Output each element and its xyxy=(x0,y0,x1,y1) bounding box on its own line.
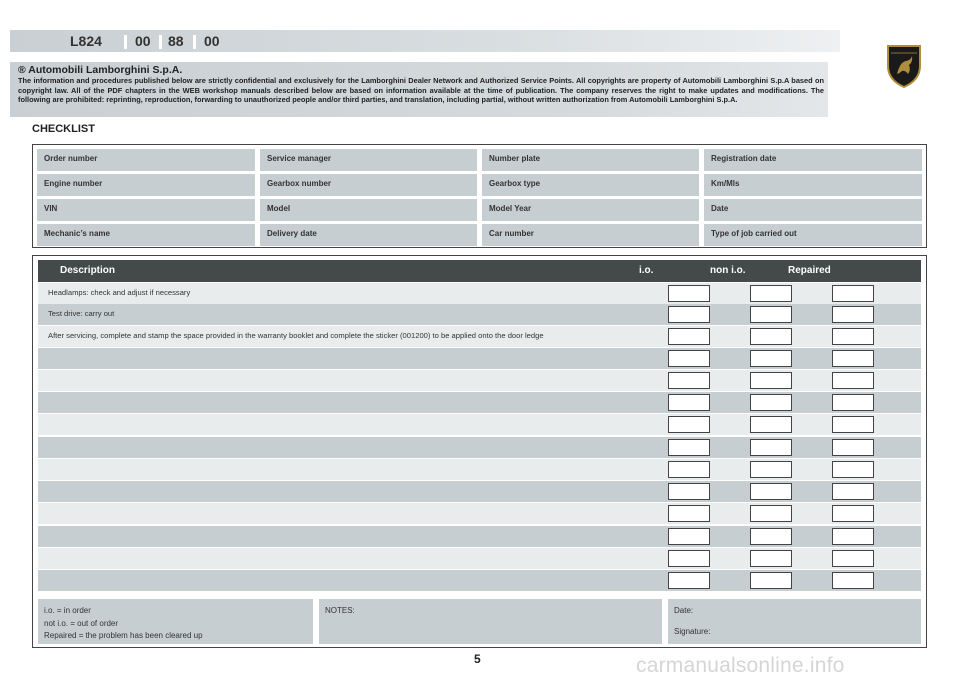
doc-code-page: 00 xyxy=(204,33,220,49)
field-date[interactable]: Date xyxy=(704,199,922,221)
checklist-table xyxy=(32,255,927,648)
field-vin[interactable]: VIN xyxy=(37,199,255,221)
checkbox-non-io[interactable] xyxy=(750,461,792,478)
field-order-number[interactable]: Order number xyxy=(37,149,255,171)
checkbox-io[interactable] xyxy=(668,394,710,411)
document-code-bar xyxy=(10,30,840,52)
checklist-row xyxy=(38,370,921,391)
checklist-row xyxy=(38,459,921,480)
checkbox-io[interactable] xyxy=(668,572,710,589)
checklist-item-text: Test drive: carry out xyxy=(48,309,115,318)
copyright-text: The information and procedures published below are strictly confidential and exclusively for the Lamborghini Dealer Network and Authorized Service Points. All copyrights are property of Automobili Lamborghini S.p.A based on copyright law. All of the PDF chapters in the WEB workshop manuals described below are based on information available at the time of publication. The company reserves the right to make updates and modifications. The following are prohibited: reprinting, reproduction, forwarding to unauthorized people and/or third parties, and translation, including partial, without written authorization from Automobili Lamborghini S.p.A. xyxy=(18,76,824,105)
checklist-row xyxy=(38,570,921,591)
checkbox-non-io[interactable] xyxy=(750,394,792,411)
checkbox-repaired[interactable] xyxy=(832,550,874,567)
checkbox-non-io[interactable] xyxy=(750,285,792,302)
checkbox-repaired[interactable] xyxy=(832,328,874,345)
checkbox-non-io[interactable] xyxy=(750,306,792,323)
code-separator xyxy=(159,35,162,49)
checkbox-repaired[interactable] xyxy=(832,483,874,500)
checkbox-non-io[interactable] xyxy=(750,505,792,522)
checkbox-non-io[interactable] xyxy=(750,572,792,589)
checkbox-non-io[interactable] xyxy=(750,372,792,389)
field-car-number[interactable]: Car number xyxy=(482,224,699,246)
code-separator xyxy=(124,35,127,49)
field-gearbox-type[interactable]: Gearbox type xyxy=(482,174,699,196)
field-number-plate[interactable]: Number plate xyxy=(482,149,699,171)
checkbox-non-io[interactable] xyxy=(750,328,792,345)
checkbox-repaired[interactable] xyxy=(832,528,874,545)
checklist-row xyxy=(38,326,921,347)
checklist-row xyxy=(38,283,921,304)
checklist-row xyxy=(38,548,921,569)
checklist-row xyxy=(38,348,921,369)
checklist-row xyxy=(38,503,921,524)
signature-label: Signature: xyxy=(674,626,711,636)
checkbox-repaired[interactable] xyxy=(832,350,874,367)
checkbox-repaired[interactable] xyxy=(832,372,874,389)
checklist-item-text: Headlamps: check and adjust if necessary xyxy=(48,288,191,297)
checkbox-non-io[interactable] xyxy=(750,483,792,500)
header-non-io: non i.o. xyxy=(710,265,746,276)
checklist-table-header xyxy=(38,260,921,282)
vehicle-info-box xyxy=(32,144,927,248)
checkbox-repaired[interactable] xyxy=(832,461,874,478)
notes-field[interactable] xyxy=(319,599,662,644)
legend-box xyxy=(38,599,313,644)
checkbox-non-io[interactable] xyxy=(750,550,792,567)
checkbox-repaired[interactable] xyxy=(832,394,874,411)
checklist-row xyxy=(38,437,921,458)
field-model-year[interactable]: Model Year xyxy=(482,199,699,221)
copyright-title: ® Automobili Lamborghini S.p.A. xyxy=(18,64,183,76)
checkbox-non-io[interactable] xyxy=(750,350,792,367)
code-separator xyxy=(193,35,196,49)
checklist-title: CHECKLIST xyxy=(32,123,95,135)
field-model[interactable]: Model xyxy=(260,199,477,221)
date-label: Date: xyxy=(674,606,694,615)
checkbox-io[interactable] xyxy=(668,439,710,456)
checkbox-io[interactable] xyxy=(668,550,710,567)
checkbox-io[interactable] xyxy=(668,350,710,367)
field-type-of-job[interactable]: Type of job carried out xyxy=(704,224,922,246)
checkbox-io[interactable] xyxy=(668,372,710,389)
checkbox-non-io[interactable] xyxy=(750,528,792,545)
field-gearbox-number[interactable]: Gearbox number xyxy=(260,174,477,196)
checkbox-io[interactable] xyxy=(668,416,710,433)
legend-repaired: Repaired = the problem has been cleared up xyxy=(44,631,203,640)
field-service-manager[interactable]: Service manager xyxy=(260,149,477,171)
checklist-item-text: After servicing, complete and stamp the space provided in the warranty booklet and complete the sticker (001200) to be applied onto the door ledge xyxy=(48,331,544,340)
field-km-mls[interactable]: Km/Mls xyxy=(704,174,922,196)
field-engine-number[interactable]: Engine number xyxy=(37,174,255,196)
checkbox-io[interactable] xyxy=(668,505,710,522)
checklist-row xyxy=(38,526,921,547)
checklist-row xyxy=(38,304,921,325)
date-signature-field[interactable] xyxy=(668,599,921,644)
checkbox-repaired[interactable] xyxy=(832,285,874,302)
header-io: i.o. xyxy=(639,265,654,276)
checklist-row xyxy=(38,392,921,413)
checkbox-io[interactable] xyxy=(668,306,710,323)
checkbox-repaired[interactable] xyxy=(832,505,874,522)
checkbox-io[interactable] xyxy=(668,528,710,545)
doc-code-subgroup: 88 xyxy=(168,33,184,49)
field-delivery-date[interactable]: Delivery date xyxy=(260,224,477,246)
notes-label: NOTES: xyxy=(325,606,355,615)
checkbox-io[interactable] xyxy=(668,483,710,500)
checklist-row xyxy=(38,481,921,502)
checkbox-io[interactable] xyxy=(668,461,710,478)
doc-code-group: 00 xyxy=(135,33,151,49)
page-number: 5 xyxy=(474,652,481,666)
checkbox-repaired[interactable] xyxy=(832,306,874,323)
legend-io: i.o. = in order xyxy=(44,606,91,615)
field-mechanic-name[interactable]: Mechanic’s name xyxy=(37,224,255,246)
watermark: carmanualsonline.info xyxy=(636,654,845,677)
checkbox-io[interactable] xyxy=(668,285,710,302)
doc-code-model: L824 xyxy=(70,33,102,49)
header-description: Description xyxy=(60,265,116,276)
field-registration-date[interactable]: Registration date xyxy=(704,149,922,171)
checkbox-non-io[interactable] xyxy=(750,416,792,433)
checkbox-repaired[interactable] xyxy=(832,572,874,589)
checkbox-repaired[interactable] xyxy=(832,439,874,456)
lamborghini-logo-icon xyxy=(886,44,922,88)
checkbox-repaired[interactable] xyxy=(832,416,874,433)
checklist-row xyxy=(38,414,921,435)
header-repaired: Repaired xyxy=(788,265,831,276)
legend-not-io: not i.o. = out of order xyxy=(44,618,119,628)
checkbox-io[interactable] xyxy=(668,328,710,345)
copyright-block xyxy=(10,62,828,117)
checkbox-non-io[interactable] xyxy=(750,439,792,456)
